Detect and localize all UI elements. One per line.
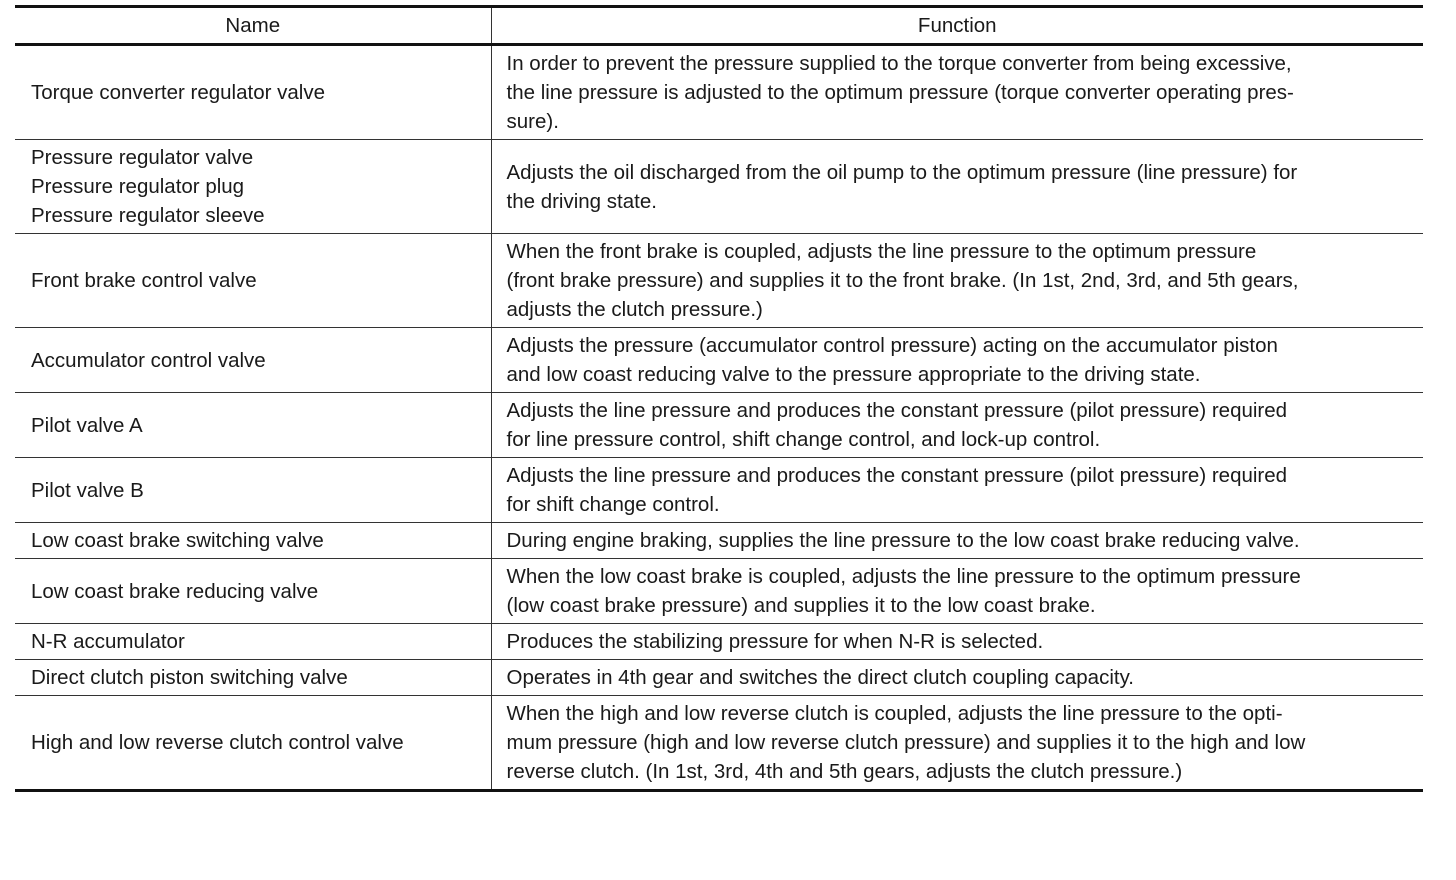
function-line: adjusts the clutch pressure.)	[506, 298, 763, 321]
function-line: Adjusts the pressure (accumulator control pressure) acting on the accumulator piston	[506, 334, 1278, 357]
cell-name	[15, 696, 491, 791]
name-line: Low coast brake switching valve	[31, 529, 324, 552]
cell-function	[491, 140, 1423, 234]
function-line: for shift change control.	[506, 493, 720, 516]
cell-function	[491, 393, 1423, 458]
name-line: Torque converter regulator valve	[31, 81, 325, 104]
name-line: Low coast brake reducing valve	[31, 579, 319, 603]
table-row	[15, 523, 1423, 559]
function-line: (front brake pressure) and supplies it to the front brake. (In 1st, 2nd, 3rd, and 5th gears,	[506, 269, 1299, 292]
cell-name	[15, 393, 491, 458]
table-body	[15, 45, 1423, 791]
cell-function	[491, 696, 1423, 791]
function-line: When the low coast brake is coupled, adjusts the line pressure to the optimum pressure	[506, 565, 1301, 588]
function-line: When the high and low reverse clutch is coupled, adjusts the line pressure to the opti-	[506, 702, 1283, 725]
name-line: Pressure regulator sleeve	[31, 204, 265, 227]
function-line: Adjusts the line pressure and produces the constant pressure (pilot pressure) required	[506, 464, 1288, 487]
cell-name	[15, 624, 491, 660]
table-row	[15, 660, 1423, 696]
table-row	[15, 140, 1423, 234]
cell-name	[15, 559, 491, 624]
name-line: N-R accumulator	[31, 630, 185, 653]
valve-function-table	[15, 5, 1423, 792]
cell-function	[491, 234, 1423, 328]
table-row	[15, 458, 1423, 523]
function-line: During engine braking, supplies the line pressure to the low coast brake reducing valve.	[506, 529, 1300, 552]
function-line: In order to prevent the pressure supplied to the torque converter from being excessive,	[506, 52, 1292, 75]
cell-name	[15, 140, 491, 234]
table-row	[15, 559, 1423, 624]
table-row	[15, 393, 1423, 458]
table-row	[15, 328, 1423, 393]
cell-name	[15, 458, 491, 523]
function-line: the line pressure is adjusted to the optimum pressure (torque converter operating pres-	[506, 81, 1294, 104]
function-line: When the front brake is coupled, adjusts the line pressure to the optimum pressure	[506, 240, 1257, 263]
table-row	[15, 45, 1423, 140]
table-row	[15, 624, 1423, 660]
table-header-row	[15, 7, 1423, 45]
function-line: Produces the stabilizing pressure for when N-R is selected.	[506, 630, 1044, 653]
name-line: Pilot valve A	[31, 413, 143, 437]
name-line: Direct clutch piston switching valve	[31, 666, 348, 689]
table-row	[15, 696, 1423, 791]
cell-name	[15, 328, 491, 393]
column-header-function: Function	[917, 14, 997, 37]
function-line: for line pressure control, shift change control, and lock-up control.	[506, 428, 1101, 451]
function-line: Adjusts the oil discharged from the oil pump to the optimum pressure (line pressure) for	[506, 160, 1298, 184]
cell-function	[491, 328, 1423, 393]
cell-name	[15, 45, 491, 140]
function-line: sure).	[506, 110, 559, 133]
name-line: Pressure regulator valve	[31, 146, 254, 169]
cell-function	[491, 624, 1423, 660]
function-line: reverse clutch. (In 1st, 3rd, 4th and 5th gears, adjusts the clutch pressure.)	[506, 760, 1183, 783]
name-line: Pilot valve B	[31, 478, 144, 502]
function-line: (low coast brake pressure) and supplies it to the low coast brake.	[506, 594, 1096, 617]
name-line: Accumulator control valve	[31, 348, 266, 372]
cell-function	[491, 458, 1423, 523]
cell-name	[15, 523, 491, 559]
function-line: the driving state.	[506, 189, 657, 213]
cell-function	[491, 523, 1423, 559]
cell-function	[491, 45, 1423, 140]
cell-name	[15, 234, 491, 328]
cell-function	[491, 559, 1423, 624]
function-line: Operates in 4th gear and switches the direct clutch coupling capacity.	[506, 666, 1134, 689]
table-row	[15, 234, 1423, 328]
cell-function	[491, 660, 1423, 696]
function-line: Adjusts the line pressure and produces the constant pressure (pilot pressure) required	[506, 399, 1288, 422]
name-line: Front brake control valve	[31, 269, 257, 292]
cell-name	[15, 660, 491, 696]
function-line: mum pressure (high and low reverse clutch pressure) and supplies it to the high and low	[506, 731, 1306, 754]
name-line: High and low reverse clutch control valve	[31, 731, 404, 754]
function-line: and low coast reducing valve to the pressure appropriate to the driving state.	[506, 363, 1201, 386]
column-header-name: Name	[15, 7, 491, 45]
name-line: Pressure regulator plug	[31, 175, 245, 198]
